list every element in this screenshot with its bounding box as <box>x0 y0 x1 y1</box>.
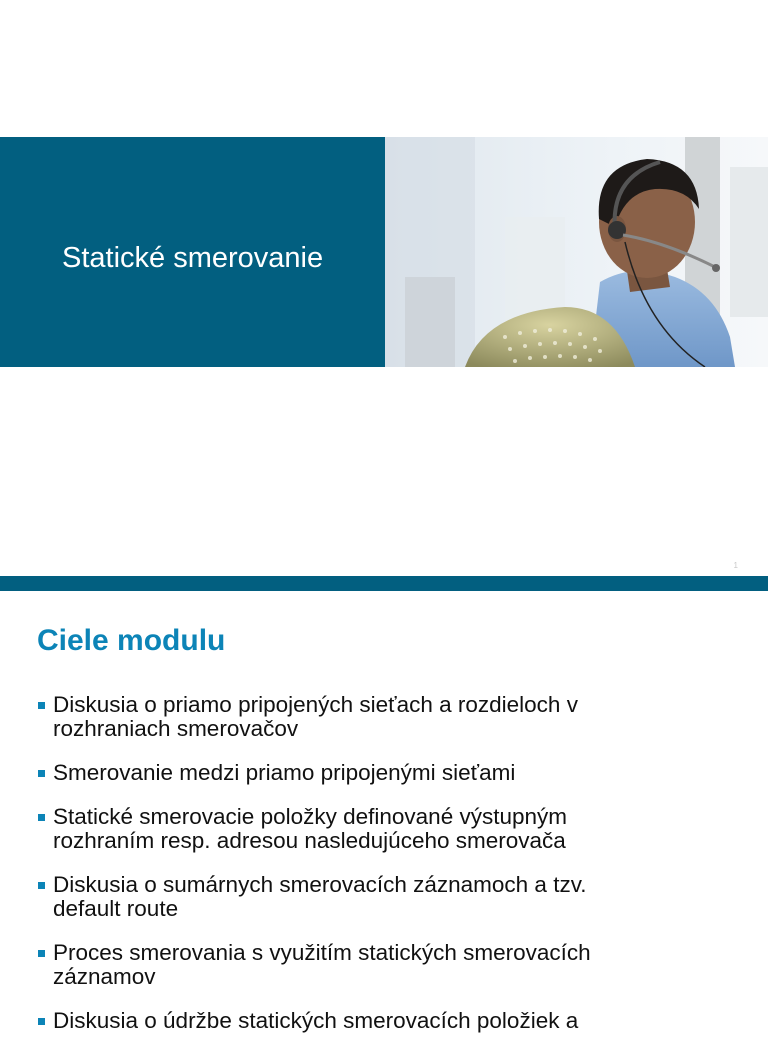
list-item <box>37 805 737 853</box>
bullet-square-icon <box>38 950 45 957</box>
bullet-square-icon <box>38 814 45 821</box>
list-item-line: rozhraním resp. adresou nasledujúceho smerovača <box>53 828 566 853</box>
bullet-square-icon <box>38 702 45 709</box>
person-with-headset-photo <box>385 137 768 367</box>
slide-number: 1 <box>733 561 738 570</box>
list-item-line: Statické smerovacie položky definované výstupným <box>53 804 567 829</box>
list-item <box>37 873 737 921</box>
list-item-line: záznamov <box>53 964 156 989</box>
list-item-line: rozhraniach smerovačov <box>53 716 299 741</box>
list-item-line: Smerovanie medzi priamo pripojenými sieťami <box>53 760 516 785</box>
list-item-line: Proces smerovania s využitím statických smerovacích <box>53 940 591 965</box>
list-item-line: default route <box>53 896 179 921</box>
bullet-square-icon <box>38 882 45 889</box>
list-item <box>37 941 737 989</box>
list-item-line: Diskusia o priamo pripojených sieťach a rozdieloch v <box>53 692 578 717</box>
list-item <box>37 693 737 741</box>
objectives-list <box>37 693 737 1053</box>
list-item <box>37 1009 737 1033</box>
bullet-square-icon <box>38 770 45 777</box>
list-item-line: Diskusia o údržbe statických smerovacích položiek a <box>53 1008 579 1033</box>
slide-divider <box>0 576 768 591</box>
list-item-line: Diskusia o sumárnych smerovacích záznamoch a tzv. <box>53 872 587 897</box>
slide-title: Statické smerovanie <box>62 242 324 274</box>
slide2-heading: Ciele modulu <box>37 624 226 657</box>
list-item <box>37 761 737 785</box>
